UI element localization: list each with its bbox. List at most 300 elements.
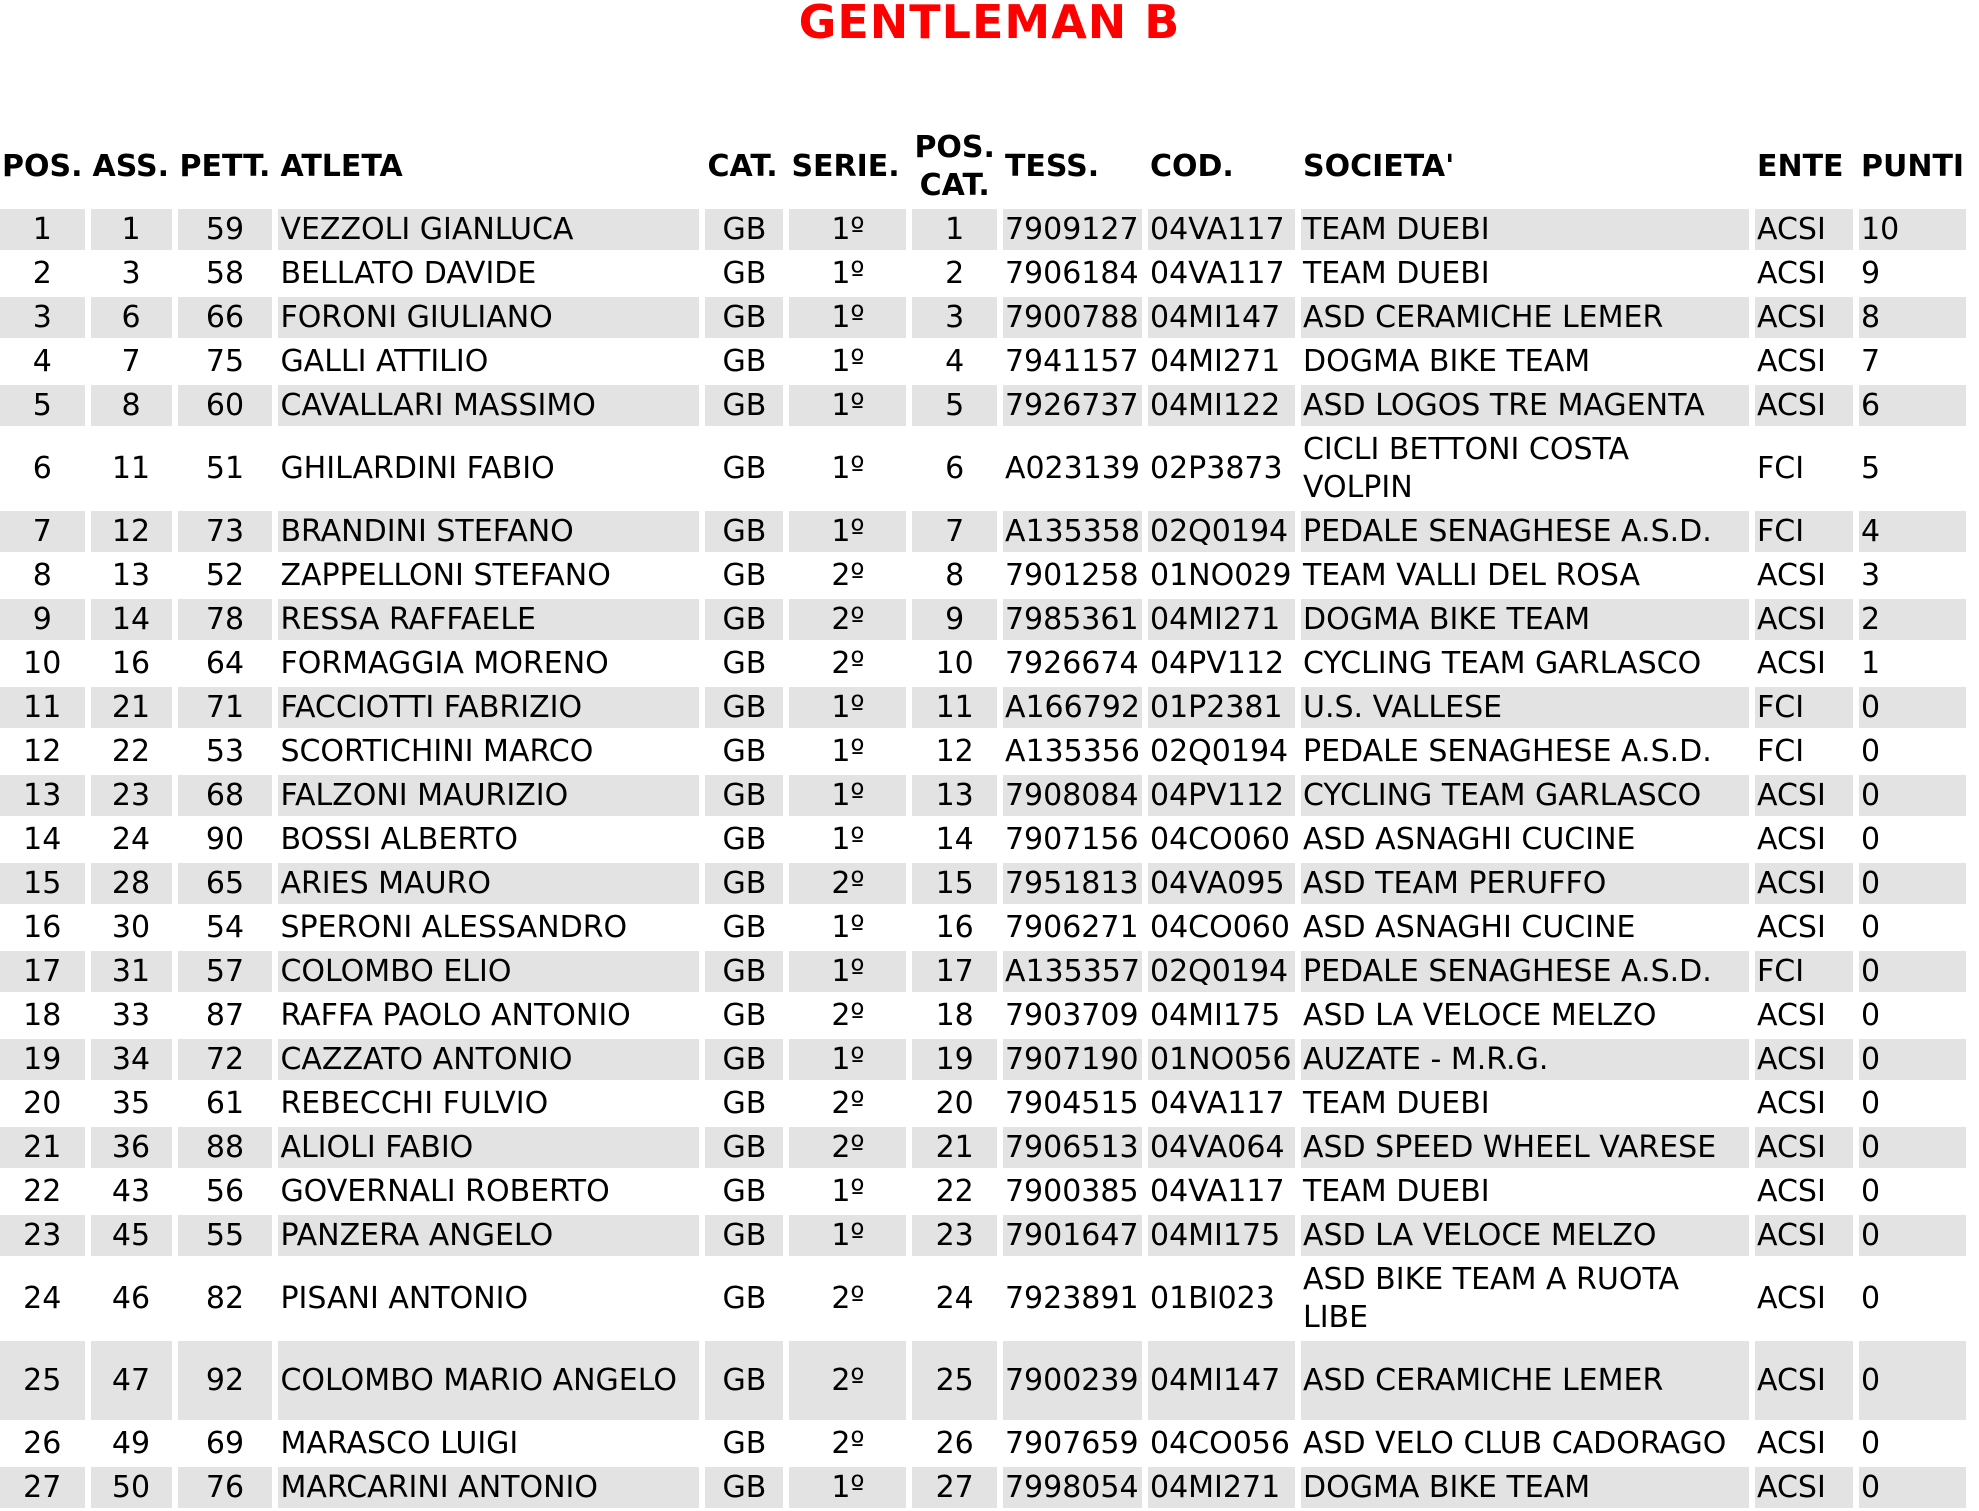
- cell-cat: GB: [705, 599, 783, 640]
- cell-cat: GB: [705, 297, 783, 338]
- cell-serie: 1º: [789, 1039, 906, 1080]
- cell-atleta: CAZZATO ANTONIO: [278, 1039, 699, 1080]
- cell-ente: ACSI: [1756, 821, 1826, 857]
- cell-tess: 7906184: [1004, 255, 1139, 291]
- cell-pett: 88: [178, 1127, 273, 1168]
- table-row: [0, 1171, 1966, 1212]
- cell-punti: 0: [1859, 775, 1966, 816]
- cell-pos: 12: [23, 733, 62, 769]
- cell-poscat: 27: [912, 1467, 997, 1508]
- cell-societa: U.S. VALLESE: [1301, 687, 1749, 728]
- cell-ass: 21: [91, 687, 172, 728]
- cell-ente: FCI: [1755, 951, 1853, 992]
- cell-societa: ASD ASNAGHI CUCINE: [1302, 821, 1636, 857]
- cell-ente: ACSI: [1756, 1085, 1826, 1121]
- cell-punti: 0: [1860, 733, 1881, 769]
- cell-cat: GB: [722, 450, 767, 486]
- cell-cat: GB: [705, 385, 783, 426]
- cell-pett: 78: [178, 599, 273, 640]
- cell-tess: A166792: [1003, 687, 1142, 728]
- cell-cat: GB: [722, 997, 767, 1033]
- cell-pos: 9: [0, 599, 85, 640]
- cell-pett: 60: [178, 385, 273, 426]
- cell-punti: 0: [1860, 1085, 1881, 1121]
- cell-cat: GB: [705, 1039, 783, 1080]
- cell-pett: 76: [178, 1467, 273, 1508]
- cell-punti: 0: [1859, 1127, 1966, 1168]
- header-poscat: POS. CAT.: [914, 129, 995, 203]
- cell-pett: 61: [205, 1085, 245, 1121]
- cell-societa: ASD VELO CLUB CADORAGO: [1302, 1425, 1727, 1461]
- cell-atleta: ALIOLI FABIO: [278, 1127, 699, 1168]
- cell-pett: 69: [205, 1425, 245, 1461]
- cell-cat: GB: [722, 1085, 767, 1121]
- cell-cod: 04PV112: [1149, 645, 1285, 681]
- cell-pett: 68: [178, 775, 273, 816]
- table-row: [0, 1467, 1966, 1508]
- cell-tess: 7901647: [1003, 1215, 1142, 1256]
- cell-tess: A135356: [1004, 733, 1140, 769]
- cell-pett: 71: [178, 687, 273, 728]
- cell-poscat: 26: [935, 1425, 974, 1461]
- cell-atleta: BELLATO DAVIDE: [280, 255, 537, 291]
- cell-serie: 1º: [789, 297, 906, 338]
- table-row: [0, 643, 1966, 684]
- cell-punti: 2: [1859, 599, 1966, 640]
- cell-ass: 24: [111, 821, 151, 857]
- cell-tess: A135358: [1003, 511, 1142, 552]
- header-cod: COD.: [1149, 148, 1234, 184]
- cell-punti: 1: [1860, 645, 1881, 681]
- cell-ente: ACSI: [1755, 775, 1853, 816]
- cell-pett: 92: [178, 1341, 273, 1420]
- cell-poscat: 13: [912, 775, 997, 816]
- cell-serie: 1º: [789, 951, 906, 992]
- cell-cod: 04MI271: [1148, 1467, 1295, 1508]
- cell-atleta: PISANI ANTONIO: [280, 1280, 529, 1316]
- cell-tess: 7907659: [1004, 1425, 1139, 1461]
- cell-tess: 7908084: [1003, 775, 1142, 816]
- cell-punti: 0: [1859, 1039, 1966, 1080]
- cell-pos: 11: [0, 687, 85, 728]
- cell-atleta: BRANDINI STEFANO: [278, 511, 699, 552]
- header-pett: PETT.: [179, 148, 271, 184]
- cell-serie: 1º: [789, 775, 906, 816]
- cell-punti: 0: [1859, 687, 1966, 728]
- cell-cat: GB: [722, 645, 767, 681]
- cell-ass: 47: [91, 1341, 172, 1420]
- cell-pos: 24: [23, 1280, 62, 1316]
- cell-ass: 28: [91, 863, 172, 904]
- cell-pos: 19: [0, 1039, 85, 1080]
- cell-pos: 10: [23, 645, 62, 681]
- cell-cat: GB: [722, 1425, 767, 1461]
- cell-societa: CICLI BETTONI COSTA VOLPIN: [1302, 431, 1630, 505]
- results-table: [0, 124, 1972, 1511]
- cell-pos: 27: [0, 1467, 85, 1508]
- cell-atleta: ZAPPELLONI STEFANO: [280, 557, 611, 593]
- cell-pett: 72: [178, 1039, 273, 1080]
- cell-poscat: 6: [945, 450, 965, 486]
- cell-pett: 57: [178, 951, 273, 992]
- cell-societa: AUZATE - M.R.G.: [1301, 1039, 1749, 1080]
- cell-cod: 01P2381: [1148, 687, 1295, 728]
- cell-atleta: GOVERNALI ROBERTO: [280, 1173, 610, 1209]
- cell-societa: DOGMA BIKE TEAM: [1301, 1467, 1749, 1508]
- cell-tess: 7998054: [1003, 1467, 1142, 1508]
- cell-cat: GB: [722, 255, 767, 291]
- table-row: [0, 775, 1966, 816]
- cell-societa: ASD CERAMICHE LEMER: [1301, 1341, 1749, 1420]
- table-row: [0, 687, 1966, 728]
- cell-atleta: COLOMBO MARIO ANGELO: [278, 1341, 699, 1420]
- cell-tess: 7926737: [1003, 385, 1142, 426]
- cell-pos: 13: [0, 775, 85, 816]
- cell-punti: 0: [1860, 821, 1881, 857]
- table-row: [0, 1083, 1966, 1124]
- cell-pett: 65: [178, 863, 273, 904]
- table-row: [0, 731, 1966, 772]
- cell-atleta: SCORTICHINI MARCO: [280, 733, 594, 769]
- cell-ass: 34: [91, 1039, 172, 1080]
- cell-poscat: 15: [912, 863, 997, 904]
- table-row: [0, 995, 1966, 1036]
- cell-pett: 53: [205, 733, 245, 769]
- cell-serie: 1º: [831, 1173, 865, 1209]
- cell-ente: ACSI: [1756, 343, 1826, 379]
- cell-pett: 82: [205, 1280, 245, 1316]
- cell-tess: 7903709: [1004, 997, 1139, 1033]
- cell-ente: FCI: [1756, 733, 1805, 769]
- cell-ente: ACSI: [1756, 255, 1826, 291]
- cell-ass: 30: [111, 909, 151, 945]
- cell-tess: 7907156: [1004, 821, 1139, 857]
- cell-cod: 04MI175: [1149, 997, 1281, 1033]
- table-row: [0, 1039, 1966, 1080]
- cell-cod: 01NO056: [1148, 1039, 1295, 1080]
- cell-serie: 2º: [789, 1341, 906, 1420]
- cell-pett: 59: [178, 209, 273, 250]
- table-row: [0, 1127, 1966, 1168]
- cell-ass: 16: [111, 645, 151, 681]
- header-tess: TESS.: [1004, 148, 1100, 184]
- cell-societa: TEAM DUEBI: [1301, 209, 1749, 250]
- cell-cod: 04MI147: [1148, 297, 1295, 338]
- cell-poscat: 12: [935, 733, 974, 769]
- cell-cod: 04PV112: [1148, 775, 1295, 816]
- cell-punti: 0: [1859, 1341, 1966, 1420]
- cell-societa: TEAM DUEBI: [1302, 1085, 1490, 1121]
- cell-ass: 33: [111, 997, 151, 1033]
- cell-ass: 35: [111, 1085, 151, 1121]
- table-row: [0, 819, 1966, 860]
- cell-cod: 01NO029: [1149, 557, 1292, 593]
- header-pos: POS.: [2, 148, 83, 184]
- table-row: [0, 599, 1966, 640]
- cell-ente: ACSI: [1755, 863, 1853, 904]
- cell-pett: 58: [205, 255, 245, 291]
- cell-atleta: FORMAGGIA MORENO: [280, 645, 609, 681]
- cell-punti: 10: [1859, 209, 1966, 250]
- cell-pos: 25: [0, 1341, 85, 1420]
- cell-serie: 2º: [831, 1085, 865, 1121]
- cell-poscat: 23: [912, 1215, 997, 1256]
- cell-ente: FCI: [1755, 687, 1853, 728]
- cell-cod: 04MI271: [1149, 343, 1281, 379]
- cell-pos: 20: [23, 1085, 62, 1121]
- cell-punti: 0: [1859, 1467, 1966, 1508]
- cell-societa: ASD ASNAGHI CUCINE: [1302, 909, 1636, 945]
- cell-tess: 7901258: [1004, 557, 1139, 593]
- table-row: [0, 863, 1966, 904]
- table-row: [0, 341, 1966, 382]
- cell-cod: 02Q0194: [1148, 511, 1295, 552]
- cell-cat: GB: [705, 775, 783, 816]
- cell-ente: ACSI: [1755, 1127, 1853, 1168]
- cell-serie: 1º: [789, 1215, 906, 1256]
- table-row: [0, 1259, 1966, 1338]
- cell-societa: CYCLING TEAM GARLASCO: [1302, 645, 1702, 681]
- cell-serie: 1º: [831, 343, 865, 379]
- cell-societa: ASD LA VELOCE MELZO: [1301, 1215, 1749, 1256]
- cell-cod: 04VA095: [1148, 863, 1295, 904]
- cell-cod: 01BI023: [1149, 1280, 1275, 1316]
- cell-cod: 04CO060: [1149, 821, 1290, 857]
- cell-pos: 4: [32, 343, 52, 379]
- cell-cat: GB: [705, 687, 783, 728]
- cell-tess: 7923891: [1004, 1280, 1139, 1316]
- table-row: [0, 253, 1966, 294]
- cell-cod: 02Q0194: [1149, 733, 1289, 769]
- header-atleta: ATLETA: [280, 148, 403, 184]
- cell-cod: 04MI147: [1148, 1341, 1295, 1420]
- cell-punti: 0: [1860, 997, 1881, 1033]
- cell-serie: 2º: [789, 599, 906, 640]
- table-row: [0, 511, 1966, 552]
- cell-atleta: BOSSI ALBERTO: [280, 821, 518, 857]
- header-ente: ENTE: [1756, 148, 1844, 184]
- cell-atleta: COLOMBO ELIO: [278, 951, 699, 992]
- cell-pett: 54: [205, 909, 245, 945]
- cell-cat: GB: [705, 1467, 783, 1508]
- cell-tess: 7906271: [1004, 909, 1139, 945]
- cell-poscat: 18: [935, 997, 974, 1033]
- cell-pos: 22: [23, 1173, 62, 1209]
- cell-ente: FCI: [1755, 511, 1853, 552]
- cell-pos: 15: [0, 863, 85, 904]
- cell-punti: 3: [1860, 557, 1881, 593]
- cell-cat: GB: [705, 209, 783, 250]
- table-row: [0, 297, 1966, 338]
- cell-cat: GB: [722, 557, 767, 593]
- cell-pos: 17: [0, 951, 85, 992]
- cell-pos: 6: [32, 450, 52, 486]
- cell-tess: 7951813: [1003, 863, 1142, 904]
- cell-cat: GB: [705, 1215, 783, 1256]
- page-title: GENTLEMAN B: [798, 0, 1181, 49]
- cell-ass: 6: [91, 297, 172, 338]
- cell-serie: 2º: [831, 645, 865, 681]
- table-row: [0, 385, 1966, 426]
- cell-pett: 64: [205, 645, 245, 681]
- cell-societa: ASD TEAM PERUFFO: [1301, 863, 1749, 904]
- cell-punti: 0: [1859, 1215, 1966, 1256]
- table-row: [0, 429, 1966, 508]
- header-ass: ASS.: [92, 148, 169, 184]
- cell-atleta: SPERONI ALESSANDRO: [280, 909, 628, 945]
- cell-punti: 0: [1860, 1425, 1881, 1461]
- cell-ente: ACSI: [1755, 385, 1853, 426]
- cell-pos: 21: [0, 1127, 85, 1168]
- cell-ass: 50: [91, 1467, 172, 1508]
- cell-poscat: 14: [935, 821, 974, 857]
- cell-serie: 2º: [831, 1280, 865, 1316]
- cell-ente: ACSI: [1756, 997, 1826, 1033]
- cell-pett: 51: [205, 450, 245, 486]
- cell-ente: FCI: [1756, 450, 1805, 486]
- cell-atleta: PANZERA ANGELO: [278, 1215, 699, 1256]
- cell-cat: GB: [722, 733, 767, 769]
- table-row: [0, 1341, 1966, 1420]
- cell-pett: 90: [205, 821, 245, 857]
- cell-societa: ASD CERAMICHE LEMER: [1301, 297, 1749, 338]
- cell-atleta: MARASCO LUIGI: [280, 1425, 519, 1461]
- cell-cod: 04MI122: [1148, 385, 1295, 426]
- cell-societa: ASD SPEED WHEEL VARESE: [1301, 1127, 1749, 1168]
- cell-pos: 16: [23, 909, 62, 945]
- table-row: [0, 1423, 1966, 1464]
- cell-ass: 23: [91, 775, 172, 816]
- cell-ass: 43: [111, 1173, 151, 1209]
- cell-cat: GB: [705, 511, 783, 552]
- cell-poscat: 21: [912, 1127, 997, 1168]
- cell-serie: 1º: [789, 1467, 906, 1508]
- cell-cat: GB: [722, 909, 767, 945]
- cell-serie: 1º: [831, 821, 865, 857]
- cell-tess: 7906513: [1003, 1127, 1142, 1168]
- cell-cat: GB: [705, 1127, 783, 1168]
- cell-atleta: GALLI ATTILIO: [280, 343, 489, 379]
- cell-ass: 22: [111, 733, 151, 769]
- cell-ente: ACSI: [1755, 209, 1853, 250]
- cell-punti: 0: [1860, 1173, 1881, 1209]
- cell-cod: 04CO056: [1149, 1425, 1290, 1461]
- table-row: [0, 951, 1966, 992]
- cell-poscat: 5: [912, 385, 997, 426]
- header-punti: PUNTI: [1860, 148, 1965, 184]
- cell-ente: ACSI: [1755, 1039, 1853, 1080]
- cell-cat: GB: [705, 863, 783, 904]
- cell-poscat: 16: [935, 909, 974, 945]
- cell-tess: 7900788: [1003, 297, 1142, 338]
- cell-cod: 04VA117: [1149, 255, 1285, 291]
- cell-poscat: 7: [912, 511, 997, 552]
- cell-ente: ACSI: [1756, 557, 1826, 593]
- cell-cod: 04VA064: [1148, 1127, 1295, 1168]
- cell-atleta: FALZONI MAURIZIO: [278, 775, 699, 816]
- cell-atleta: MARCARINI ANTONIO: [278, 1467, 699, 1508]
- cell-societa: TEAM DUEBI: [1302, 1173, 1490, 1209]
- cell-serie: 1º: [831, 733, 865, 769]
- cell-serie: 1º: [789, 385, 906, 426]
- cell-poscat: 8: [945, 557, 965, 593]
- cell-tess: 7904515: [1004, 1085, 1139, 1121]
- cell-punti: 4: [1859, 511, 1966, 552]
- cell-tess: 7900239: [1003, 1341, 1142, 1420]
- cell-societa: CYCLING TEAM GARLASCO: [1301, 775, 1749, 816]
- cell-punti: 6: [1859, 385, 1966, 426]
- cell-pos: 14: [23, 821, 62, 857]
- cell-ass: 7: [121, 343, 141, 379]
- cell-ente: ACSI: [1755, 297, 1853, 338]
- cell-societa: PEDALE SENAGHESE A.S.D.: [1301, 951, 1749, 992]
- cell-serie: 2º: [789, 863, 906, 904]
- table-row: [0, 555, 1966, 596]
- cell-cat: GB: [722, 1173, 767, 1209]
- cell-punti: 0: [1860, 909, 1881, 945]
- cell-ass: 3: [121, 255, 141, 291]
- cell-poscat: 20: [935, 1085, 974, 1121]
- cell-ente: ACSI: [1756, 909, 1826, 945]
- header-row: [0, 127, 1966, 206]
- cell-pett: 75: [205, 343, 245, 379]
- header-cat: CAT.: [707, 148, 778, 184]
- cell-ente: ACSI: [1756, 1173, 1826, 1209]
- cell-societa: ASD LA VELOCE MELZO: [1302, 997, 1657, 1033]
- cell-pos: 8: [32, 557, 52, 593]
- cell-societa: DOGMA BIKE TEAM: [1301, 599, 1749, 640]
- cell-societa: PEDALE SENAGHESE A.S.D.: [1301, 511, 1749, 552]
- cell-tess: 7909127: [1003, 209, 1142, 250]
- cell-serie: 2º: [831, 557, 865, 593]
- cell-punti: 0: [1859, 863, 1966, 904]
- cell-serie: 1º: [789, 687, 906, 728]
- cell-cod: 04VA117: [1149, 1173, 1285, 1209]
- cell-poscat: 22: [935, 1173, 974, 1209]
- cell-poscat: 25: [912, 1341, 997, 1420]
- table-row: [0, 209, 1966, 250]
- cell-cat: GB: [722, 821, 767, 857]
- cell-ass: 31: [91, 951, 172, 992]
- cell-societa: TEAM DUEBI: [1302, 255, 1490, 291]
- cell-serie: 2º: [831, 997, 865, 1033]
- cell-atleta: RESSA RAFFAELE: [278, 599, 699, 640]
- cell-serie: 1º: [831, 450, 865, 486]
- cell-ass: 11: [111, 450, 151, 486]
- cell-serie: 2º: [831, 1425, 865, 1461]
- cell-pos: 2: [32, 255, 52, 291]
- cell-societa: DOGMA BIKE TEAM: [1302, 343, 1591, 379]
- cell-ente: ACSI: [1755, 1341, 1853, 1420]
- cell-poscat: 17: [912, 951, 997, 992]
- table-row: [0, 1215, 1966, 1256]
- cell-poscat: 2: [945, 255, 965, 291]
- cell-ente: ACSI: [1756, 1280, 1826, 1316]
- cell-atleta: CAVALLARI MASSIMO: [278, 385, 699, 426]
- cell-serie: 1º: [789, 511, 906, 552]
- cell-ente: ACSI: [1756, 645, 1826, 681]
- cell-poscat: 1: [912, 209, 997, 250]
- cell-pett: 52: [205, 557, 245, 593]
- cell-poscat: 24: [935, 1280, 974, 1316]
- header-societa: SOCIETA': [1302, 148, 1455, 184]
- cell-ass: 49: [111, 1425, 151, 1461]
- cell-cod: 02P3873: [1149, 450, 1283, 486]
- cell-societa: ASD LOGOS TRE MAGENTA: [1301, 385, 1749, 426]
- cell-societa: ASD BIKE TEAM A RUOTA LIBE: [1302, 1261, 1679, 1335]
- header-serie: SERIE.: [791, 148, 900, 184]
- cell-tess: A023139: [1004, 450, 1140, 486]
